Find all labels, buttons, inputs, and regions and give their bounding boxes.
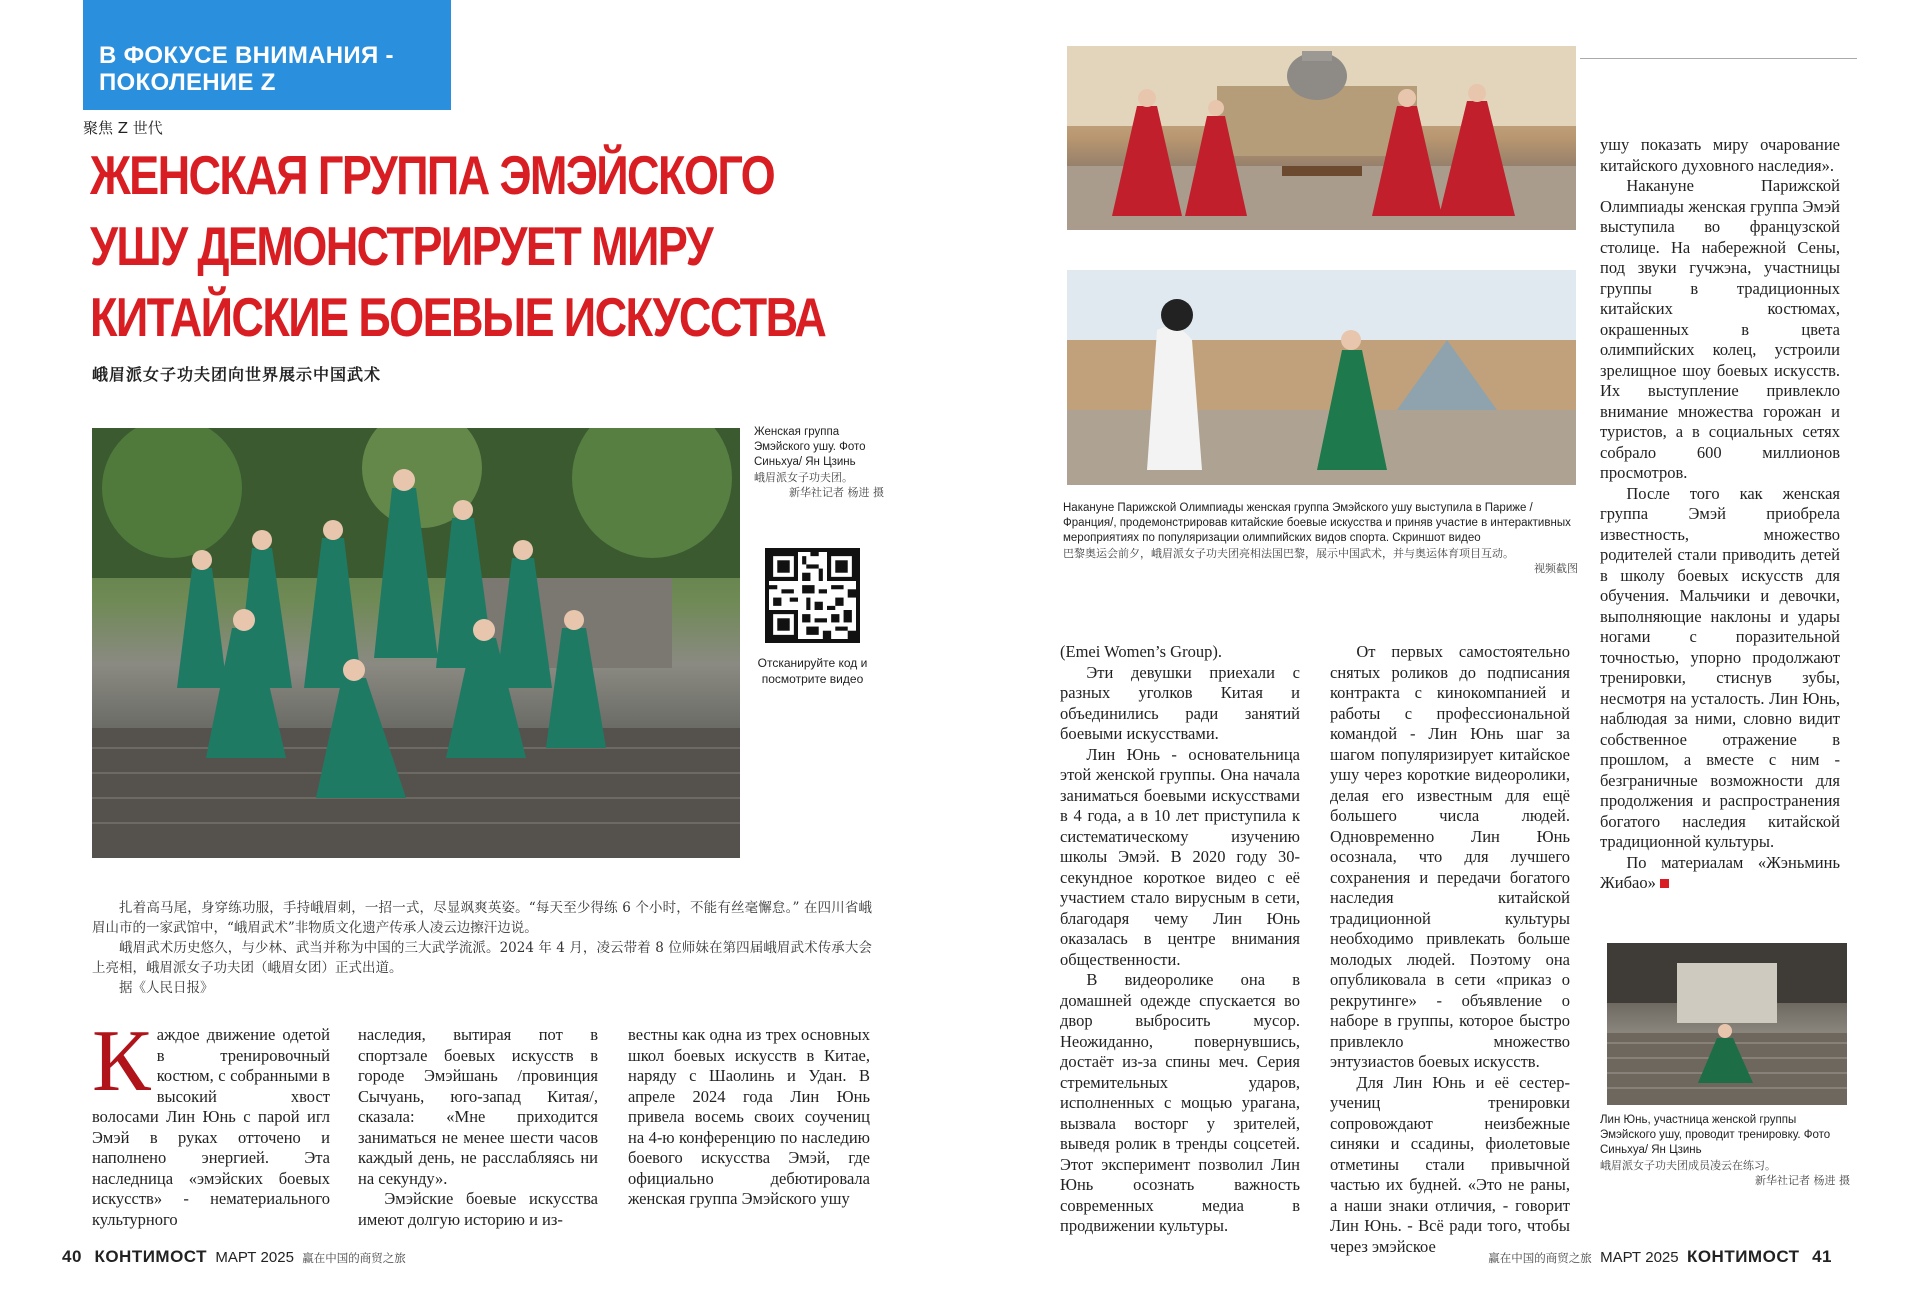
section-tag-line2: ПОКОЛЕНИЕ Z [99, 69, 276, 96]
article-col6-para2: После того как женская группа Эмэй приобрела известность, множество родителей стали приводить детей в школу боевых искусств для обучения. Мальчики и девочки, выполняющие наклоны и удары ногами с поразительной точностью, упорно продолжают тренировки, стиснув зубы, несмотря на усталость. Лин Юнь, наблюдая за ними, словно видит собственное отражение в прошлом, а вместе с ним - безграничные возможности для продолжения и распространения богатого наследия китайской традиционной культуры. [1600, 483, 1840, 851]
main-photo-illustration [92, 428, 740, 858]
main-photo-caption [754, 425, 894, 500]
headline-line1: ЖЕНСКАЯ ГРУППА ЭМЭЙСКОГО [90, 144, 775, 206]
article-col6-source [1600, 853, 1840, 894]
article-column-5 [1330, 642, 1570, 1257]
article-column-1 [92, 1013, 330, 1230]
main-photo-caption-ru: Женская группа Эмэйского ушу. Фото Синьхуа/ Ян Цзинь [754, 426, 866, 468]
photo-paris-seine [1067, 46, 1576, 230]
lin-photo-caption [1600, 1113, 1850, 1188]
chinese-summary-source: 据《人民日报》 [119, 980, 214, 996]
qr-code-icon [769, 552, 856, 639]
footer-left [62, 1247, 406, 1267]
section-tag [83, 0, 451, 110]
article-col4-para2: Лин Юнь - основательница этой женской группы. Она начала заниматься боевыми искусствами в 4 года, а в 10 лет приступила к систематическому изучению школы Эмэй. В 2020 году 30-секундное короткое видео с её участием стало вирусным в сети, благодаря чему Лин Юнь оказалась в центре внимания общественности. [1060, 744, 1300, 969]
page-number-left: 40 [62, 1247, 82, 1266]
qr-code[interactable] [765, 548, 860, 643]
lin-photo-caption-cn: 峨眉派女子功夫团成员凌云在练习。 [1600, 1159, 1776, 1172]
photo-paris-seine-illustration [1067, 46, 1576, 230]
article-col4-para1: Эти девушки приехали с разных уголков Китая и объединились ради занятий боевыми искусствами. [1060, 662, 1300, 743]
qr-caption: Отсканируйте код и посмотрите видео [757, 656, 868, 686]
headline [90, 140, 826, 353]
article-col4-para3: В видеоролике она в домашней одежде спускается во двор выбросить мусор. Неожиданно, повернувшись, достаёт из-за спины меч. Серия стремительных ударов, исполненных с мощью урагана, вызвала восторг у зрителей, выведя ролик в тренды соцсетей. Этот эксперимент позволил Лин Юнь осознать важность современных медиа в продвижении культуры. [1060, 970, 1300, 1235]
chinese-summary-para1: 扎着高马尾，身穿练功服，手持峨眉刺，一招一式，尽显飒爽英姿。“每天至少得练 6 个小时，不能有丝毫懈怠。” 在四川省峨眉山市的一家武馆中，“峨眉武术”非物质文化遗产传承人凌云边擦汗边说。 [92, 900, 872, 936]
footer-tagline-left: 赢在中国的商贸之旅 [302, 1251, 406, 1265]
end-mark-icon [1660, 879, 1669, 888]
article-column-6 [1600, 135, 1840, 894]
article-column-3 [628, 1025, 870, 1210]
chinese-summary [92, 898, 872, 998]
headline-line3: КИТАЙСКИЕ БОЕВЫЕ ИСКУССТВА [90, 286, 826, 348]
subtitle-cn: 峨眉派女子功夫团向世界展示中国武术 [92, 365, 382, 384]
chinese-summary-para2: 峨眉武术历史悠久，与少林、武当并称为中国的三大武学流派。2024 年 4 月，凌云带着 8 位师妹在第四届峨眉武术传承大会上亮相，峨眉派女子功夫团（峨眉女团）正式出道。 [92, 940, 872, 976]
paris-photos-caption [1063, 501, 1578, 576]
page-number-right: 41 [1812, 1247, 1832, 1266]
paris-photos-caption-ru: Накануне Парижской Олимпиады женская группа Эмэйского ушу выступила в Париже /Франция/, продемонстрировав китайские боевые искусства и приняв участие в интерактивных мероприятиях по популяризации олимпийских видов спорта. Скриншот видео [1063, 502, 1571, 544]
article-column-2 [358, 1025, 598, 1230]
article-col6-para0: ушу показать миру очарование китайского духовного наследия». [1600, 135, 1840, 175]
article-source: По материалам «Жэньминь Жибао» [1600, 852, 1840, 892]
footer-issue-right: МАРТ 2025 [1600, 1249, 1679, 1266]
drop-cap: К [92, 1013, 151, 1110]
article-column-4 [1060, 642, 1300, 1237]
lin-photo-caption-ru: Лин Юнь, участница женской группы Эмэйского ушу, проводит тренировку. Фото Синьхуа/ Ян Цзинь [1600, 1114, 1831, 1156]
footer-brand-right: КОНТИМОСТ [1686, 1247, 1800, 1266]
article-col2-para2: Эмэйские боевые искусства имеют долгую историю и из- [358, 1189, 598, 1229]
article-col6-para1: Накануне Парижской Олимпиады женская группа Эмэй выступила во французской столице. На набережной Сены, под звуки гучжэна, участницы группы в традиционных китайских костюмах, окрашенных в цвета олимпийских колец, устроили зрелищное шоу боевых искусств. Их выступление привлекло внимание множества горожан и туристов, а в социальных сетях собрало 600 миллионов просмотров. [1600, 176, 1840, 482]
footer-right [1488, 1247, 1832, 1267]
photo-paris-louvre-illustration [1067, 270, 1576, 485]
section-tag-line1: В ФОКУСЕ ВНИМАНИЯ - [99, 42, 394, 69]
headline-line2: УШУ ДЕМОНСТРИРУЕТ МИРУ [90, 215, 713, 277]
article-col5-para1: От первых самостоятельно снятых роликов до подписания контракта с кинокомпанией и работы с профессиональной командой - Лин Юнь шаг за шагом популяризирует китайское ушу через короткие видеоролики, делая его известным для ещё большего числа людей. Одновременно Лин Юнь осознала, что для лучшего сохранения и передачи богатого наследия китайской традиционной культуры необходимо привлекать больше молодых людей. Поэтому она опубликовала в сети «приказ о рекрутинге» - объявление о наборе в группы, которое быстро привлекло множество энтузиастов боевых искусств. [1330, 642, 1570, 1071]
paris-photos-caption-cn: 巴黎奥运会前夕，峨眉派女子功夫团亮相法国巴黎，展示中国武术，并与奥运体育项目互动。 [1063, 547, 1514, 560]
article-col2-para1: наследия, вытирая пот в спортзале боевых искусств в городе Эмэйшань /провинция Сычуань, юго-запад Китая/, сказала: «Мне приходится заниматься не менее шести часов каждый день, не расслабляясь ни на секунду». [358, 1025, 598, 1188]
article-col1-text: аждое движение одетой в тренировочный костюм, с собранными в высокий хвост волосами Лин Юнь с парой игл Эмэй в руках отточено и наполнено энергией. Эта наследница «эмэйских боевых искусств» - нематериального культурного [92, 1025, 330, 1229]
lin-photo-credit-cn: 新华社记者 杨进 摄 [1755, 1174, 1850, 1187]
article-col5-para2: Для Лин Юнь и её сестер-учениц тренировки сопровождают неизбежные синяки и ссадины, фиолетовые отметины стали привычной частью их будней. «Это не раны, а наши знаки отличия, - говорит Лин Юнь. - Всё ради того, чтобы через эмэйское [1330, 1072, 1570, 1256]
photo-paris-louvre [1067, 270, 1576, 485]
article-col4-para0: (Emei Women’s Group). [1060, 642, 1222, 661]
footer-brand-left: КОНТИМОСТ [94, 1247, 208, 1266]
top-rule [1580, 58, 1857, 59]
paris-photos-credit-cn: 视频截图 [1534, 562, 1578, 575]
footer-tagline-right: 赢在中国的商贸之旅 [1488, 1251, 1592, 1265]
main-photo-credit-cn: 新华社记者 杨进 摄 [789, 486, 884, 499]
section-tag-cn: 聚焦 Z 世代 [83, 119, 163, 137]
main-photo-wushu-group [92, 428, 740, 858]
footer-issue-left: МАРТ 2025 [215, 1249, 294, 1266]
photo-lin-yun-illustration [1607, 943, 1847, 1105]
main-photo-caption-cn: 峨眉派女子功夫团。 [754, 471, 853, 484]
article-col3-text: вестны как одна из трех основных школ боевых искусств в Китае, наряду с Шаолинь и Удан. В апреле 2024 года Лин Юнь привела восемь своих соучениц на 4-ю конференцию по наследию боевого искусства Эмэй, где официально дебютировала женская группа Эмэйского ушу [628, 1025, 870, 1208]
photo-lin-yun-training [1607, 943, 1847, 1105]
